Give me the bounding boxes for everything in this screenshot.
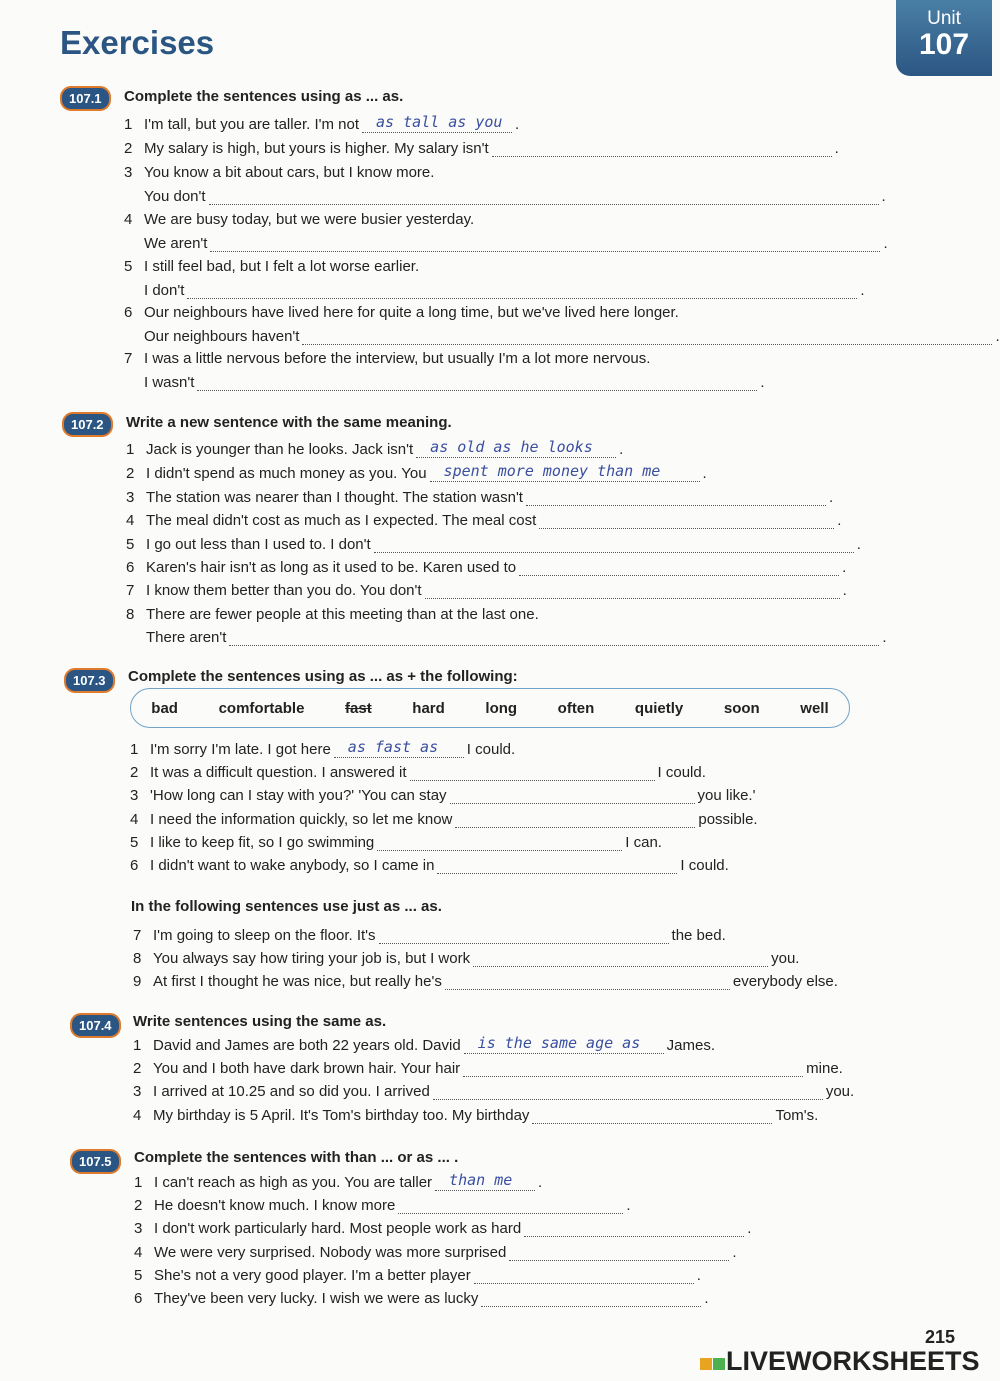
sentence-text: We were very surprised. Nobody was more surprised [154, 1244, 507, 1261]
sentence-line [133, 950, 799, 967]
item-number: 2 [124, 140, 133, 157]
sentence-line [134, 1244, 737, 1261]
sentence-line [126, 438, 624, 458]
logo-text: LIVEWORKSHEETS [726, 1346, 980, 1376]
sentence-ending: . [538, 1174, 543, 1191]
item-number: 4 [126, 512, 135, 529]
exercise-badge: 107.3 [64, 668, 115, 693]
answer-blank[interactable] [474, 1269, 694, 1284]
sentence-line [126, 629, 887, 646]
item-number: 7 [124, 350, 133, 367]
sentence-line [124, 113, 520, 133]
sentence-ending: . [619, 441, 624, 458]
answer-blank[interactable] [433, 1085, 823, 1100]
exercise-badge: 107.1 [60, 86, 111, 111]
answer-blank[interactable] [532, 1109, 772, 1124]
sentence-line [126, 489, 833, 506]
sentence-line [130, 811, 758, 828]
item-number: 1 [130, 741, 139, 758]
sentence-text: I arrived at 10.25 and so did you. I arrived [153, 1083, 430, 1100]
answer-blank[interactable] [450, 789, 695, 804]
sentence-line [133, 1060, 843, 1077]
sentence-text: You always say how tiring your job is, but I work [153, 950, 471, 967]
item-number: 2 [133, 1060, 142, 1077]
sentence-line [130, 857, 729, 874]
answer-blank[interactable] [334, 738, 464, 758]
sentence-ending: . [515, 116, 520, 133]
sentence-ending: you. [771, 950, 800, 967]
sentence-ending: . [995, 328, 1000, 345]
answer-blank[interactable] [445, 975, 730, 990]
answer-blank[interactable] [539, 514, 834, 529]
item-number: 2 [126, 465, 135, 482]
handwritten-answer: as fast as [347, 738, 439, 756]
logo-square-icon [700, 1358, 712, 1370]
sentence-line [126, 462, 707, 482]
sentence-text: I'm tall, but you are taller. I'm not [144, 116, 359, 133]
exercise-badge: 107.4 [70, 1013, 121, 1038]
answer-blank[interactable] [526, 491, 826, 506]
sentence-line [134, 1171, 543, 1191]
sentence-ending: the bed. [671, 927, 726, 944]
answer-blank[interactable] [362, 113, 512, 133]
liveworksheets-logo [700, 1346, 980, 1377]
sentence-line [130, 787, 755, 804]
sentence-text: They've been very lucky. I wish we were as lucky [154, 1290, 479, 1307]
sentence-text: You and I both have dark brown hair. Your hair [153, 1060, 461, 1077]
answer-blank[interactable] [435, 1171, 535, 1191]
sentence-text: David and James are both 22 years old. David [153, 1037, 461, 1054]
answer-blank[interactable] [229, 631, 879, 646]
item-number: 5 [124, 258, 133, 275]
sentence-text: I didn't spend as much money as you. You [146, 465, 427, 482]
sentence-line [124, 374, 765, 391]
unit-tab [896, 0, 992, 76]
item-number: 6 [130, 857, 139, 874]
sentence-ending: . [856, 536, 861, 553]
sub-instruction: In the following sentences use just as ... as. [131, 898, 442, 915]
answer-blank[interactable] [481, 1292, 701, 1307]
handwritten-answer: than me [449, 1171, 513, 1189]
word-box [130, 688, 850, 728]
word-long: long [485, 699, 518, 717]
item-number: 8 [133, 950, 142, 967]
word-comfortable: comfortable [218, 699, 305, 717]
sentence-text: You know a bit about cars, but I know more. [144, 164, 435, 181]
item-number: 5 [130, 834, 139, 851]
item-number: 7 [126, 582, 135, 599]
sentence-text: At first I thought he was nice, but really he's [153, 973, 442, 990]
sentence-line [124, 304, 679, 321]
sentence-text: Karen's hair isn't as long as it used to be. Karen used to [146, 559, 517, 576]
sentence-ending: . [702, 465, 707, 482]
sentence-text: I'm going to sleep on the floor. It's [153, 927, 376, 944]
handwritten-answer: spent more money than me [443, 462, 661, 480]
sentence-line [134, 1290, 709, 1307]
sentence-text: I'm sorry I'm late. I got here [150, 741, 331, 758]
sentence-line [130, 834, 662, 851]
item-number: 4 [134, 1244, 143, 1261]
sentence-text: I don't [144, 282, 185, 299]
item-number: 4 [124, 211, 133, 228]
sentence-line [133, 1083, 854, 1100]
answer-blank[interactable] [379, 929, 669, 944]
sentence-text: He doesn't know much. I know more [154, 1197, 396, 1214]
item-number: 6 [124, 304, 133, 321]
answer-blank[interactable] [463, 1062, 803, 1077]
sentence-ending: . [834, 140, 839, 157]
sentence-line [124, 188, 886, 205]
sentence-text: Our neighbours have lived here for quite a long time, but we've lived here longer. [144, 304, 679, 321]
item-number: 5 [134, 1267, 143, 1284]
sentence-text: There are fewer people at this meeting than at the last one. [146, 606, 539, 623]
sentence-text: I go out less than I used to. I don't [146, 536, 371, 553]
word-often: often [557, 699, 595, 717]
answer-blank[interactable] [410, 766, 655, 781]
item-number: 6 [134, 1290, 143, 1307]
answer-blank[interactable] [492, 142, 832, 157]
unit-number: 107 [918, 28, 970, 61]
sentence-line [130, 738, 516, 758]
sentence-ending: I could. [657, 764, 706, 781]
sentence-line [124, 350, 650, 367]
exercise-instruction: Complete the sentences with than ... or as ... . [134, 1149, 459, 1166]
sentence-ending: . [842, 559, 847, 576]
sentence-ending: I could. [680, 857, 729, 874]
answer-blank[interactable] [197, 376, 757, 391]
sentence-ending: . [828, 489, 834, 506]
word-quietly: quietly [634, 699, 684, 717]
page-title: Exercises [60, 24, 215, 61]
sentence-ending: . [747, 1220, 752, 1237]
exercise-badge: 107.5 [70, 1149, 121, 1174]
item-number: 2 [134, 1197, 143, 1214]
sentence-ending: . [842, 582, 847, 599]
sentence-line [126, 559, 846, 576]
item-number: 4 [133, 1107, 142, 1124]
answer-blank[interactable] [416, 438, 616, 458]
sentence-text: I still feel bad, but I felt a lot worse earlier. [144, 258, 420, 275]
sentence-text: She's not a very good player. I'm a better player [154, 1267, 471, 1284]
page-number: 215 [925, 1327, 956, 1347]
item-number: 4 [130, 811, 139, 828]
item-number: 1 [124, 116, 133, 133]
exercise-instruction: Complete the sentences using as ... as + the following: [128, 668, 518, 685]
sentence-ending: I could. [466, 741, 516, 758]
answer-blank[interactable] [430, 462, 700, 482]
item-number: 1 [134, 1174, 143, 1191]
sentence-ending: mine. [806, 1060, 843, 1077]
sentence-ending: everybody else. [732, 973, 838, 990]
item-number: 7 [133, 927, 142, 944]
sentence-text: I was a little nervous before the interview, but usually I'm a lot more nervous. [144, 350, 651, 367]
exercise-badge: 107.2 [62, 412, 113, 437]
sentence-line [124, 164, 434, 181]
item-number: 2 [130, 764, 139, 781]
item-number: 3 [124, 164, 133, 181]
sentence-line [126, 606, 539, 623]
exercise-instruction: Complete the sentences using as ... as. [124, 88, 404, 105]
sentence-line [130, 764, 706, 781]
logo-square-icon [713, 1358, 725, 1370]
sentence-text: Jack is younger than he looks. Jack isn't [146, 441, 414, 458]
sentence-line [124, 235, 888, 252]
sentence-line [124, 211, 474, 228]
sentence-ending: James. [666, 1037, 716, 1054]
word-fast: fast [345, 699, 372, 717]
answer-blank[interactable] [519, 561, 839, 576]
exercise-instruction: Write sentences using the same as. [133, 1013, 387, 1030]
sentence-line [134, 1220, 751, 1237]
sentence-ending: you. [825, 1083, 855, 1100]
item-number: 1 [133, 1037, 142, 1054]
word-soon: soon [723, 699, 760, 717]
handwritten-answer: as tall as you [376, 113, 503, 131]
sentence-line [133, 973, 838, 990]
word-hard: hard [412, 699, 445, 717]
handwritten-answer: is the same age as [477, 1034, 641, 1052]
answer-blank[interactable] [464, 1034, 664, 1054]
sentence-ending: . [732, 1244, 737, 1261]
answer-blank[interactable] [210, 237, 880, 252]
sentence-text: We aren't [144, 235, 208, 252]
item-number: 3 [126, 489, 135, 506]
answer-blank[interactable] [437, 859, 677, 874]
exercise-instruction: Write a new sentence with the same meaning. [126, 414, 452, 431]
sentence-text: My salary is high, but yours is higher. My salary isn't [144, 140, 489, 157]
sentence-text: You don't [144, 188, 206, 205]
item-number: 6 [126, 559, 135, 576]
item-number: 1 [126, 441, 135, 458]
sentence-ending: . [704, 1290, 709, 1307]
sentence-text: The station was nearer than I thought. The station wasn't [146, 489, 523, 506]
sentence-text: My birthday is 5 April. It's Tom's birthday too. My birthday [153, 1107, 530, 1124]
word-bad: bad [151, 699, 178, 717]
sentence-text: I need the information quickly, so let me know [150, 811, 453, 828]
sentence-ending: Tom's. [775, 1107, 819, 1124]
sentence-line [134, 1197, 630, 1214]
sentence-text: I can't reach as high as you. You are taller [154, 1174, 433, 1191]
sentence-line [126, 582, 847, 599]
sentence-ending: you like.' [697, 787, 756, 804]
sentence-text: 'How long can I stay with you?' 'You can stay [150, 787, 447, 804]
answer-blank[interactable] [209, 190, 879, 205]
answer-blank[interactable] [524, 1222, 744, 1237]
sentence-ending: . [837, 512, 842, 529]
sentence-text: I don't work particularly hard. Most people work as hard [154, 1220, 522, 1237]
item-number: 3 [134, 1220, 143, 1237]
sentence-text: Our neighbours haven't [144, 328, 300, 345]
sentence-ending: . [626, 1197, 631, 1214]
sentence-text: We are busy today, but we were busier yesterday. [144, 211, 475, 228]
answer-blank[interactable] [473, 952, 768, 967]
sentence-ending: . [882, 629, 887, 646]
sentence-text: I know them better than you do. You don't [146, 582, 422, 599]
sentence-line [126, 536, 861, 553]
item-number: 3 [133, 1083, 142, 1100]
item-number: 3 [130, 787, 139, 804]
sentence-text: The meal didn't cost as much as I expected. The meal cost [146, 512, 537, 529]
sentence-text: I wasn't [144, 374, 195, 391]
sentence-ending: I can. [625, 834, 662, 851]
answer-blank[interactable] [455, 813, 695, 828]
sentence-line [133, 927, 726, 944]
sentence-line [126, 512, 841, 529]
answer-blank[interactable] [302, 330, 992, 345]
sentence-text: It was a difficult question. I answered it [150, 764, 407, 781]
sentence-line [124, 140, 839, 157]
sentence-ending: . [881, 188, 886, 205]
handwritten-answer: as old as he looks [430, 438, 593, 456]
sentence-ending: . [883, 235, 888, 252]
answer-blank[interactable] [398, 1199, 623, 1214]
item-number: 8 [126, 606, 135, 623]
sentence-line [133, 1034, 716, 1054]
answer-blank[interactable] [425, 584, 840, 599]
sentence-ending: possible. [698, 811, 758, 828]
sentence-ending: . [860, 282, 865, 299]
sentence-ending: . [696, 1267, 701, 1284]
sentence-text: There aren't [146, 629, 227, 646]
sentence-text: I like to keep fit, so I go swimming [150, 834, 375, 851]
word-well: well [800, 699, 829, 717]
sentence-ending: . [760, 374, 765, 391]
unit-label: Unit [927, 8, 961, 29]
item-number: 9 [133, 973, 142, 990]
item-number: 5 [126, 536, 135, 553]
sentence-line [133, 1107, 818, 1124]
sentence-line [124, 282, 865, 299]
answer-blank[interactable] [374, 538, 854, 553]
answer-blank[interactable] [377, 836, 622, 851]
answer-blank[interactable] [187, 284, 857, 299]
sentence-line [124, 258, 419, 275]
sentence-line [124, 328, 1000, 345]
answer-blank[interactable] [509, 1246, 729, 1261]
sentence-line [134, 1267, 701, 1284]
sentence-text: I didn't want to wake anybody, so I came in [150, 857, 435, 874]
